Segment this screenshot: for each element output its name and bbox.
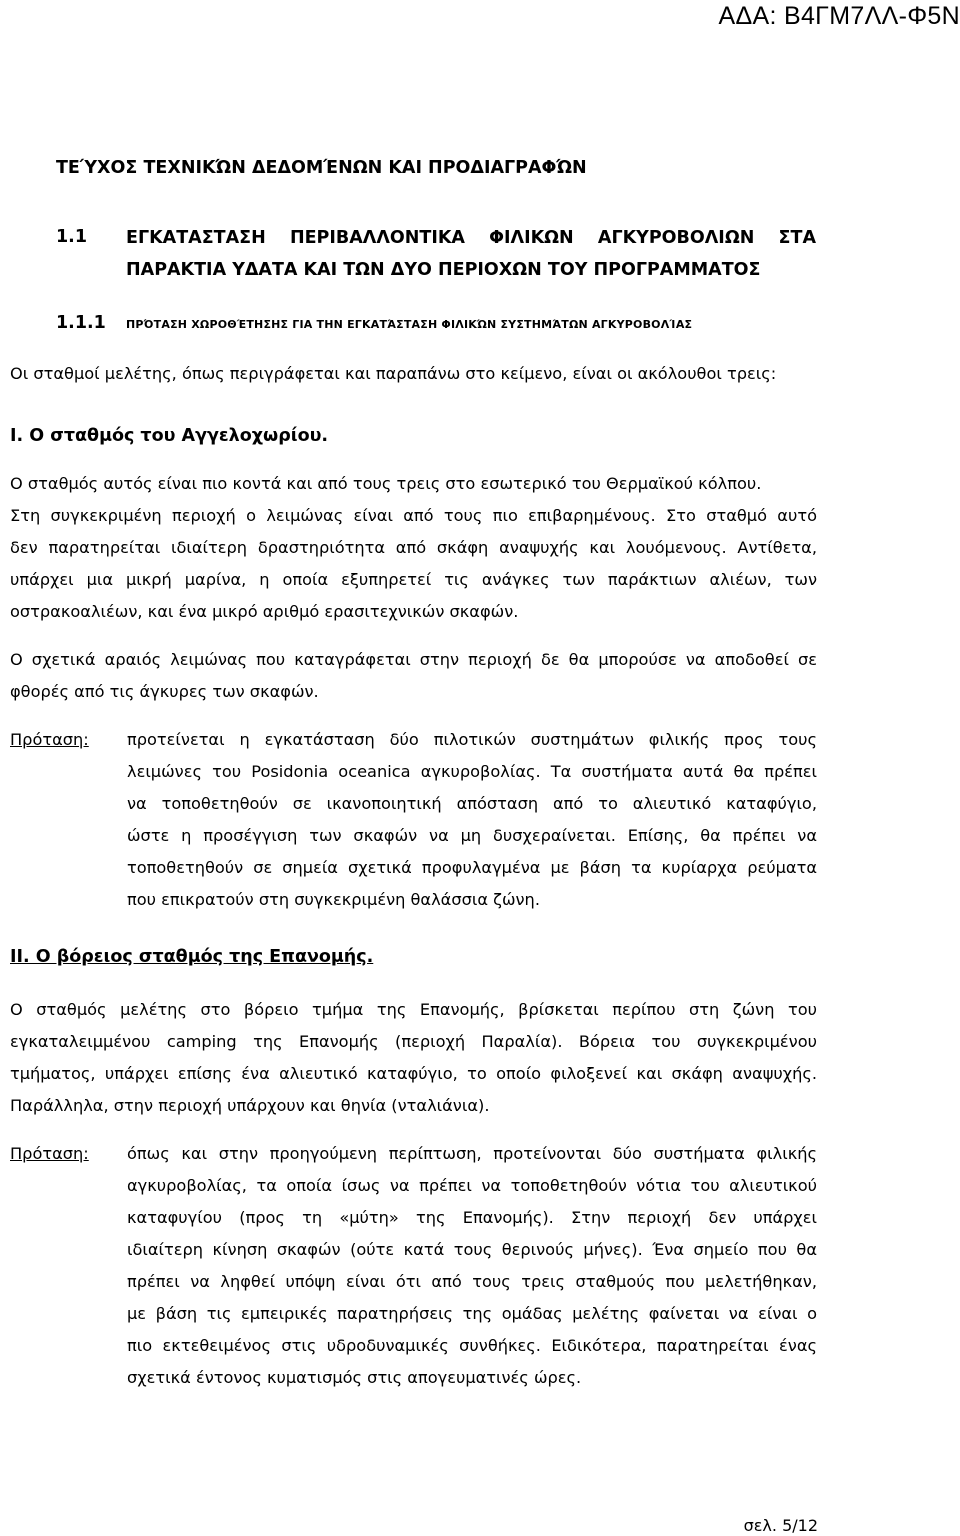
- station-1-proposal-line: λειμώνες του Posidonia oceanica αγκυροβολίας. Τα συστήματα αυτά θα πρέπει: [127, 762, 817, 781]
- ada-code: ΑΔΑ: Β4ΓΜ7ΛΛ-Φ5Ν: [718, 2, 960, 30]
- section-title-line-1: ΕΓΚΑΤΑΣΤΑΣΗ ΠΕΡΙΒΑΛΛΟΝΤΙΚΑ ΦΙΛΙΚΩΝ ΑΓΚΥΡΟΒΟΛΙΩΝ ΣΤΑ: [126, 228, 816, 248]
- subsection-number: 1.1.1: [56, 313, 106, 333]
- station-1-para-1-line: Στη συγκεκριμένη περιοχή ο λειμώνας είναι από τους πιο επιβαρημένους. Στο σταθμό αυτό: [10, 506, 817, 525]
- station-1-para-1-line: οστρακοαλιέων, και ένα μικρό αριθμό ερασιτεχνικών σκαφών.: [10, 602, 519, 621]
- station-2-proposal-line: καταφυγίου (προς τη «μύτη» της Επανομής). Στην περιοχή δεν υπάρχει: [127, 1208, 817, 1227]
- document-title: ΤΕΎΧΟΣ ΤΕΧΝΙΚΏΝ ΔΕΔΟΜΈΝΩΝ ΚΑΙ ΠΡΟΔΙΑΓΡΑΦΏΝ: [56, 158, 587, 178]
- station-2-para-1-line: εγκαταλειμμένου camping της Επανομής (περιοχή Παραλία). Βόρεια του συγκεκριμένου: [10, 1032, 817, 1051]
- station-1-proposal-label: Πρόταση:: [10, 730, 89, 749]
- station-1-para-1-line: Ο σταθμός αυτός είναι πιο κοντά και από τους τρεις στο εσωτερικό του Θερμαϊκού κόλπου.: [10, 474, 762, 493]
- station-2-proposal-line: όπως και στην προηγούμενη περίπτωση, προτείνονται δύο συστήματα φιλικής: [127, 1144, 817, 1163]
- station-1-para-1-line: δεν παρατηρείται ιδιαίτερη δραστηριότητα από σκάφη αναψυχής και λουόμενους. Αντίθετα,: [10, 538, 817, 557]
- station-1-para-1-line: υπάρχει μια μικρή μαρίνα, η οποία εξυπηρετεί τις ανάγκες των παράκτιων αλιέων, των: [10, 570, 817, 589]
- station-2-heading: II. Ο βόρειος σταθμός της Επανομής.: [10, 947, 374, 967]
- station-2-proposal-line: ιδιαίτερη κίνηση σκαφών (ούτε κατά τους θερινούς μήνες). Ένα σημείο που θα: [127, 1240, 817, 1259]
- intro-paragraph: Οι σταθμοί μελέτης, όπως περιγράφεται και παραπάνω στο κείμενο, είναι οι ακόλουθοι τρεις:: [10, 364, 777, 383]
- page-number: σελ. 5/12: [743, 1516, 818, 1535]
- section-title-line-2: ΠΑΡΑΚΤΙΑ ΥΔΑΤΑ ΚΑΙ ΤΩΝ ΔΥΟ ΠΕΡΙΟΧΩΝ ΤΟΥ ΠΡΟΓΡΑΜΜΑΤΟΣ: [126, 260, 761, 280]
- station-2-proposal-label: Πρόταση:: [10, 1144, 89, 1163]
- station-1-heading: I. Ο σταθμός του Αγγελοχωρίου.: [10, 426, 329, 446]
- station-1-proposal-line: να τοποθετηθούν σε ικανοποιητική απόσταση από το αλιευτικό καταφύγιο,: [127, 794, 817, 813]
- station-2-proposal-line: με βάση τις εμπειρικές παρατηρήσεις της ομάδας μελέτης φαίνεται να είναι ο: [127, 1304, 817, 1323]
- station-2-proposal-line: πιο εκτεθειμένος στις υδροδυναμικές συνθήκες. Ειδικότερα, παρατηρείται ένας: [127, 1336, 817, 1355]
- station-2-proposal-line: αγκυροβολίας, τα οποία ίσως να πρέπει να τοποθετηθούν νότια του αλιευτικού: [127, 1176, 817, 1195]
- subsection-title: ΠΡΌΤΑΣΗ ΧΩΡΟΘΈΤΗΣΗΣ ΓΙΑ ΤΗΝ ΕΓΚΑΤΆΣΤΑΣΗ ΦΙΛΙΚΏΝ ΣΥΣΤΗΜΆΤΩΝ ΑΓΚΥΡΟΒΟΛΊΑΣ: [126, 318, 693, 331]
- station-2-proposal-line: πρέπει να ληφθεί υπόψη είναι ότι από τους τρεις σταθμούς που μελετήθηκαν,: [127, 1272, 817, 1291]
- station-1-para-2-line: φθορές από τις άγκυρες των σκαφών.: [10, 682, 319, 701]
- station-2-proposal-line: σχετικά έντονος κυματισμός στις απογευματινές ώρες.: [127, 1368, 582, 1387]
- station-2-para-1-line: Παράλληλα, στην περιοχή υπάρχουν και θηνία (νταλιάνια).: [10, 1096, 490, 1115]
- section-number: 1.1: [56, 227, 88, 247]
- station-2-para-1-line: Ο σταθμός μελέτης στο βόρειο τμήμα της Επανομής, βρίσκεται περίπου στη ζώνη του: [10, 1000, 817, 1019]
- station-1-proposal-line: τοποθετηθούν σε σημεία σχετικά προφυλαγμένα με βάση τα κυρίαρχα ρεύματα: [127, 858, 817, 877]
- station-2-para-1-line: τμήματος, υπάρχει επίσης ένα αλιευτικό καταφύγιο, το οποίο φιλοξενεί και σκάφη αναψυχής.: [10, 1064, 817, 1083]
- station-1-proposal-line: προτείνεται η εγκατάσταση δύο πιλοτικών συστημάτων φιλικής προς τους: [127, 730, 817, 749]
- station-1-para-2-line: Ο σχετικά αραιός λειμώνας που καταγράφεται στην περιοχή δε θα μπορούσε να αποδοθεί σε: [10, 650, 817, 669]
- station-1-proposal-line: που επικρατούν στη συγκεκριμένη θαλάσσια ζώνη.: [127, 890, 540, 909]
- station-1-proposal-line: ώστε η προσέγγιση των σκαφών να μη δυσχεραίνεται. Επίσης, θα πρέπει να: [127, 826, 817, 845]
